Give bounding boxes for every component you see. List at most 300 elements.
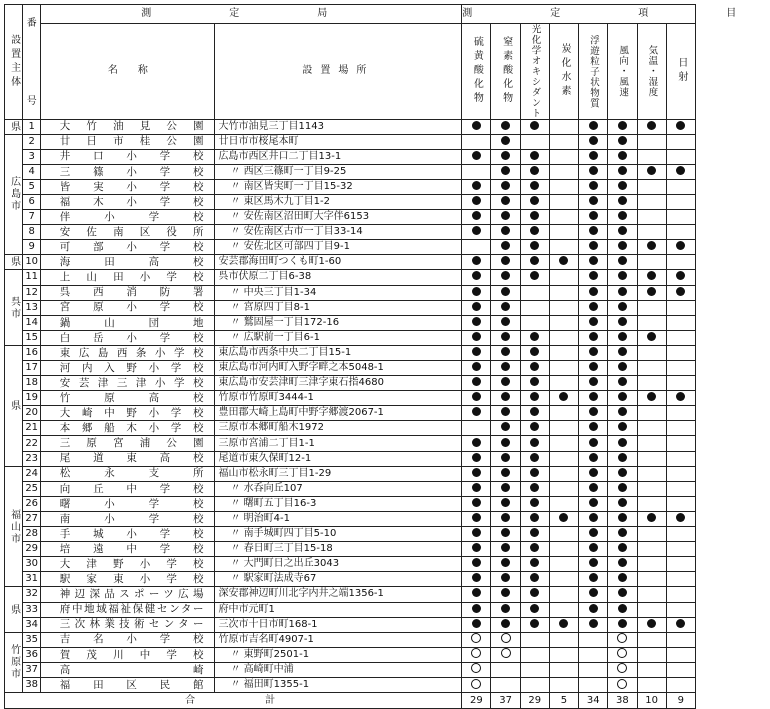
header-item-nox: 窒素酸化物 — [491, 24, 520, 120]
measured-dot-icon — [530, 211, 539, 220]
measurement-cell — [608, 421, 637, 436]
station-number: 29 — [23, 542, 41, 557]
measurement-cell — [666, 345, 695, 360]
group-label: 竹原市 — [5, 632, 23, 692]
measured-dot-icon — [501, 271, 510, 280]
row-spacer — [41, 179, 48, 194]
table-row — [5, 285, 696, 300]
station-name: 東広島西条小学校 — [48, 345, 215, 360]
row-spacer — [41, 602, 48, 617]
measurement-cell — [520, 436, 549, 451]
measured-dot-icon — [530, 543, 539, 552]
measured-dot-icon — [589, 558, 598, 567]
row-spacer — [41, 210, 48, 225]
table-row — [5, 421, 696, 436]
measurement-cell — [520, 647, 549, 662]
measured-dot-icon — [472, 317, 481, 326]
measurement-cell — [666, 572, 695, 587]
measured-dot-icon — [501, 619, 510, 628]
station-address — [215, 602, 462, 617]
measurement-cell — [462, 662, 491, 677]
station-address — [215, 572, 462, 587]
measurement-cell — [666, 361, 695, 376]
measured-dot-icon — [618, 302, 627, 311]
station-name: 井口小学校 — [48, 149, 215, 164]
measured-dot-icon — [530, 121, 539, 130]
measured-dot-icon — [530, 256, 539, 265]
total-count: 5 — [549, 693, 578, 709]
table-row — [5, 164, 696, 179]
station-address — [215, 557, 462, 572]
measured-dot-icon — [530, 347, 539, 356]
measured-dot-icon — [618, 241, 627, 250]
station-address-text: 東広島市安芸津町三津字東石指4680 — [218, 377, 384, 389]
measurement-cell — [608, 255, 637, 270]
measured-dot-icon — [559, 256, 568, 265]
measured-dot-icon — [501, 438, 510, 447]
station-address-text: 〃 曙町五丁目16-3 — [230, 497, 317, 509]
measured-dot-icon — [530, 558, 539, 567]
measured-dot-icon — [589, 241, 598, 250]
measured-dot-icon — [472, 558, 481, 567]
measurement-cell — [608, 345, 637, 360]
measurement-cell — [462, 361, 491, 376]
station-address — [215, 496, 462, 511]
station-name: 大崎中野小学校 — [48, 406, 215, 421]
measured-dot-icon — [618, 528, 627, 537]
station-address-text: 安芸郡海田町つくも町1-60 — [218, 256, 342, 268]
measurement-cell — [666, 466, 695, 481]
measurement-cell — [549, 315, 578, 330]
measurement-cell — [579, 632, 608, 647]
measurement-cell — [549, 481, 578, 496]
station-number: 11 — [23, 270, 41, 285]
station-address-text: 呉市伏原二丁目6-38 — [218, 271, 312, 283]
measured-dot-icon — [618, 151, 627, 160]
measured-dot-icon — [618, 166, 627, 175]
measurement-cell — [520, 194, 549, 209]
measurement-cell — [579, 164, 608, 179]
station-name: 神辺深品スポーツ広場 — [48, 587, 215, 602]
total-count: 29 — [520, 693, 549, 709]
measurement-cell — [637, 149, 666, 164]
measured-dot-icon — [530, 332, 539, 341]
measurement-cell — [608, 376, 637, 391]
measured-dot-icon — [472, 196, 481, 205]
header-meisho: 名 称 — [41, 24, 215, 120]
measurement-cell — [491, 662, 520, 677]
measured-dot-icon — [472, 588, 481, 597]
station-address-text: 〃 宮原四丁目8-1 — [230, 301, 310, 313]
measurement-cell — [666, 119, 695, 134]
measured-dot-icon — [472, 392, 481, 401]
measurement-cell — [491, 557, 520, 572]
group-label: 県 — [5, 587, 23, 632]
row-spacer — [41, 542, 48, 557]
station-address-text: 大竹市油見三丁目1143 — [218, 120, 324, 132]
measured-dot-icon — [589, 543, 598, 552]
station-name: 本郷船木小学校 — [48, 421, 215, 436]
measured-dot-icon — [530, 604, 539, 613]
measured-dot-icon — [472, 483, 481, 492]
planned-circle-icon — [617, 633, 627, 643]
measured-dot-icon — [472, 181, 481, 190]
measurement-cell — [666, 527, 695, 542]
measurement-cell — [608, 542, 637, 557]
station-name: 三次林業技術センター — [48, 617, 215, 632]
row-spacer — [41, 632, 48, 647]
table-row — [5, 527, 696, 542]
measured-dot-icon — [472, 121, 481, 130]
station-name: 宮原小学校 — [48, 300, 215, 315]
row-spacer — [41, 255, 48, 270]
station-number: 38 — [23, 677, 41, 692]
station-name: 曙小学校 — [48, 496, 215, 511]
measured-dot-icon — [472, 604, 481, 613]
station-number: 25 — [23, 481, 41, 496]
measurement-cell — [549, 376, 578, 391]
measured-dot-icon — [647, 513, 656, 522]
measurement-cell — [549, 617, 578, 632]
measured-dot-icon — [618, 483, 627, 492]
measurement-cell — [637, 315, 666, 330]
measured-dot-icon — [530, 226, 539, 235]
measurement-cell — [491, 632, 520, 647]
measurement-cell — [491, 481, 520, 496]
measurement-cell — [666, 496, 695, 511]
measured-dot-icon — [618, 619, 627, 628]
measurement-cell — [637, 602, 666, 617]
measurement-cell — [462, 557, 491, 572]
station-name: 福田区民館 — [48, 677, 215, 692]
measured-dot-icon — [501, 483, 510, 492]
measured-dot-icon — [501, 377, 510, 386]
measurement-cell — [666, 210, 695, 225]
measurement-cell — [579, 602, 608, 617]
measurement-cell — [637, 210, 666, 225]
measured-dot-icon — [472, 332, 481, 341]
measurement-cell — [608, 632, 637, 647]
measurement-cell — [666, 285, 695, 300]
table-row — [5, 361, 696, 376]
measurement-cell — [608, 436, 637, 451]
measurement-cell — [491, 270, 520, 285]
measurement-cell — [462, 587, 491, 602]
measured-dot-icon — [501, 407, 510, 416]
station-name: 福木小学校 — [48, 194, 215, 209]
measured-dot-icon — [589, 151, 598, 160]
measured-dot-icon — [472, 271, 481, 280]
station-name: 安芸津三津小学校 — [48, 376, 215, 391]
measurement-cell — [549, 240, 578, 255]
measurement-cell — [579, 376, 608, 391]
table-row — [5, 149, 696, 164]
station-address — [215, 632, 462, 647]
measurement-cell — [520, 451, 549, 466]
measurement-cell — [637, 617, 666, 632]
measurement-cell — [520, 542, 549, 557]
measurement-cell — [549, 557, 578, 572]
measurement-cell — [666, 149, 695, 164]
measurement-cell — [579, 436, 608, 451]
measurement-cell — [579, 647, 608, 662]
measured-dot-icon — [589, 332, 598, 341]
measured-dot-icon — [472, 573, 481, 582]
measured-dot-icon — [501, 588, 510, 597]
measurement-cell — [549, 300, 578, 315]
measured-dot-icon — [472, 468, 481, 477]
measured-dot-icon — [589, 422, 598, 431]
station-address — [215, 164, 462, 179]
measurement-cell — [520, 677, 549, 692]
station-number: 33 — [23, 602, 41, 617]
measured-dot-icon — [472, 226, 481, 235]
measurement-cell — [608, 134, 637, 149]
row-spacer — [41, 436, 48, 451]
measurement-cell — [549, 391, 578, 406]
row-spacer — [41, 134, 48, 149]
measured-dot-icon — [472, 453, 481, 462]
total-label: 合 計 — [5, 693, 462, 709]
table-row — [5, 255, 696, 270]
measurement-cell — [549, 134, 578, 149]
measured-dot-icon — [501, 498, 510, 507]
station-address — [215, 647, 462, 662]
measurement-cell — [520, 587, 549, 602]
measurement-cell — [637, 361, 666, 376]
measurement-cell — [491, 466, 520, 481]
measurement-cell — [520, 300, 549, 315]
table-row — [5, 240, 696, 255]
measured-dot-icon — [501, 317, 510, 326]
table-row — [5, 134, 696, 149]
measured-dot-icon — [501, 332, 510, 341]
measurement-cell — [608, 662, 637, 677]
measurement-cell — [549, 330, 578, 345]
measurement-cell — [608, 527, 637, 542]
measurement-cell — [491, 451, 520, 466]
measured-dot-icon — [501, 604, 510, 613]
measured-dot-icon — [589, 528, 598, 537]
planned-circle-icon — [501, 633, 511, 643]
station-number: 35 — [23, 632, 41, 647]
measured-dot-icon — [530, 151, 539, 160]
measured-dot-icon — [530, 196, 539, 205]
measurement-cell — [608, 361, 637, 376]
measurement-cell — [666, 662, 695, 677]
station-number: 28 — [23, 527, 41, 542]
measurement-cell — [579, 345, 608, 360]
measured-dot-icon — [589, 392, 598, 401]
header-setchi-basho: 設置場所 — [215, 24, 462, 120]
measurement-cell — [520, 481, 549, 496]
total-count: 10 — [637, 693, 666, 709]
station-address — [215, 179, 462, 194]
measurement-cell — [520, 466, 549, 481]
measurement-cell — [462, 511, 491, 526]
station-name: 可部小学校 — [48, 240, 215, 255]
measured-dot-icon — [472, 619, 481, 628]
measurement-cell — [608, 240, 637, 255]
row-spacer — [41, 240, 48, 255]
measurement-cell — [549, 179, 578, 194]
measurement-cell — [520, 421, 549, 436]
station-address — [215, 270, 462, 285]
measurement-cell — [637, 391, 666, 406]
station-number: 14 — [23, 315, 41, 330]
table-row — [5, 677, 696, 692]
measured-dot-icon — [647, 271, 656, 280]
measured-dot-icon — [530, 528, 539, 537]
measured-dot-icon — [501, 528, 510, 537]
measured-dot-icon — [501, 573, 510, 582]
measurement-cell — [549, 466, 578, 481]
measurement-cell — [491, 572, 520, 587]
measured-dot-icon — [647, 166, 656, 175]
measurement-cell — [520, 285, 549, 300]
station-address-text: 〃 大門町日之出丘3043 — [230, 558, 340, 570]
measurement-cell — [549, 345, 578, 360]
measured-dot-icon — [618, 498, 627, 507]
measured-dot-icon — [618, 317, 627, 326]
station-address — [215, 119, 462, 134]
station-number: 7 — [23, 210, 41, 225]
station-name: 府中地域福祉保健センター — [48, 602, 215, 617]
measured-dot-icon — [589, 196, 598, 205]
measurement-cell — [520, 662, 549, 677]
measurement-cell — [666, 511, 695, 526]
row-spacer — [41, 677, 48, 692]
station-address — [215, 240, 462, 255]
measurement-cell — [637, 466, 666, 481]
measured-dot-icon — [472, 362, 481, 371]
measurement-cell — [608, 617, 637, 632]
measurement-cell — [462, 179, 491, 194]
measurement-cell — [491, 617, 520, 632]
measurement-cell — [491, 330, 520, 345]
measured-dot-icon — [530, 619, 539, 628]
station-number: 32 — [23, 587, 41, 602]
measurement-cell — [579, 225, 608, 240]
station-address — [215, 391, 462, 406]
station-address — [215, 225, 462, 240]
measurement-cell — [491, 345, 520, 360]
measurement-cell — [637, 542, 666, 557]
measured-dot-icon — [589, 302, 598, 311]
row-spacer — [41, 496, 48, 511]
measured-dot-icon — [589, 588, 598, 597]
row-spacer — [41, 119, 48, 134]
measurement-cell — [579, 149, 608, 164]
measurement-cell — [549, 511, 578, 526]
measurement-cell — [491, 315, 520, 330]
measurement-cell — [462, 466, 491, 481]
measured-dot-icon — [618, 196, 627, 205]
station-address-text: 〃 東野町2501-1 — [230, 648, 310, 660]
measurement-cell — [491, 210, 520, 225]
measurement-cell — [549, 602, 578, 617]
measurement-cell — [549, 119, 578, 134]
table-row — [5, 194, 696, 209]
measured-dot-icon — [530, 407, 539, 416]
header-bangou: 番 号 — [23, 5, 41, 120]
measured-dot-icon — [618, 407, 627, 416]
measured-dot-icon — [530, 498, 539, 507]
measurement-cell — [462, 119, 491, 134]
measurement-cell — [549, 436, 578, 451]
station-number: 1 — [23, 119, 41, 134]
measurement-cell — [579, 617, 608, 632]
measurement-cell — [579, 466, 608, 481]
measurement-cell — [666, 225, 695, 240]
measurement-cell — [520, 511, 549, 526]
measurement-cell — [666, 406, 695, 421]
measured-dot-icon — [676, 287, 685, 296]
measurement-cell — [491, 421, 520, 436]
station-address — [215, 677, 462, 692]
measured-dot-icon — [501, 422, 510, 431]
station-name: 大津野小学校 — [48, 557, 215, 572]
measurement-cell — [462, 270, 491, 285]
measurement-cell — [666, 677, 695, 692]
measurement-cell — [666, 647, 695, 662]
measurement-cell — [520, 119, 549, 134]
measurement-cell — [637, 376, 666, 391]
measured-dot-icon — [501, 241, 510, 250]
station-address-text: 〃 南区皆実町一丁目15-32 — [230, 180, 353, 192]
measurement-cell — [520, 164, 549, 179]
measurement-cell — [520, 572, 549, 587]
measurement-cell — [491, 225, 520, 240]
measured-dot-icon — [530, 483, 539, 492]
measurement-cell — [608, 285, 637, 300]
station-number: 17 — [23, 361, 41, 376]
measured-dot-icon — [618, 468, 627, 477]
station-name: 吉名小学校 — [48, 632, 215, 647]
measurement-cell — [491, 527, 520, 542]
station-number: 4 — [23, 164, 41, 179]
measurement-cell — [608, 210, 637, 225]
measurement-cell — [462, 451, 491, 466]
station-address-text: 〃 安佐南区沼田町大字伴6153 — [230, 211, 370, 223]
measurement-cell — [637, 572, 666, 587]
station-address-text: 〃 中央三丁目1-34 — [230, 286, 317, 298]
station-number: 23 — [23, 451, 41, 466]
measurement-cell — [462, 391, 491, 406]
measurement-cell — [608, 466, 637, 481]
measured-dot-icon — [589, 121, 598, 130]
measurement-cell — [579, 270, 608, 285]
station-name: 白岳小学校 — [48, 330, 215, 345]
measured-dot-icon — [618, 347, 627, 356]
station-address — [215, 300, 462, 315]
measurement-cell — [579, 119, 608, 134]
measurement-cell — [549, 677, 578, 692]
measurement-cell — [462, 677, 491, 692]
measurement-cell — [549, 527, 578, 542]
table-row — [5, 662, 696, 677]
measurement-cell — [520, 527, 549, 542]
measurement-cell — [549, 361, 578, 376]
station-name: 三原宮浦公園 — [48, 436, 215, 451]
table-row — [5, 391, 696, 406]
measured-dot-icon — [676, 121, 685, 130]
station-name: 高崎 — [48, 662, 215, 677]
station-address-text: 〃 東区馬木九丁目1-2 — [230, 196, 330, 208]
table-row — [5, 496, 696, 511]
measurement-cell — [520, 255, 549, 270]
station-address-text: 福山市松永町三丁目1-29 — [218, 467, 332, 479]
